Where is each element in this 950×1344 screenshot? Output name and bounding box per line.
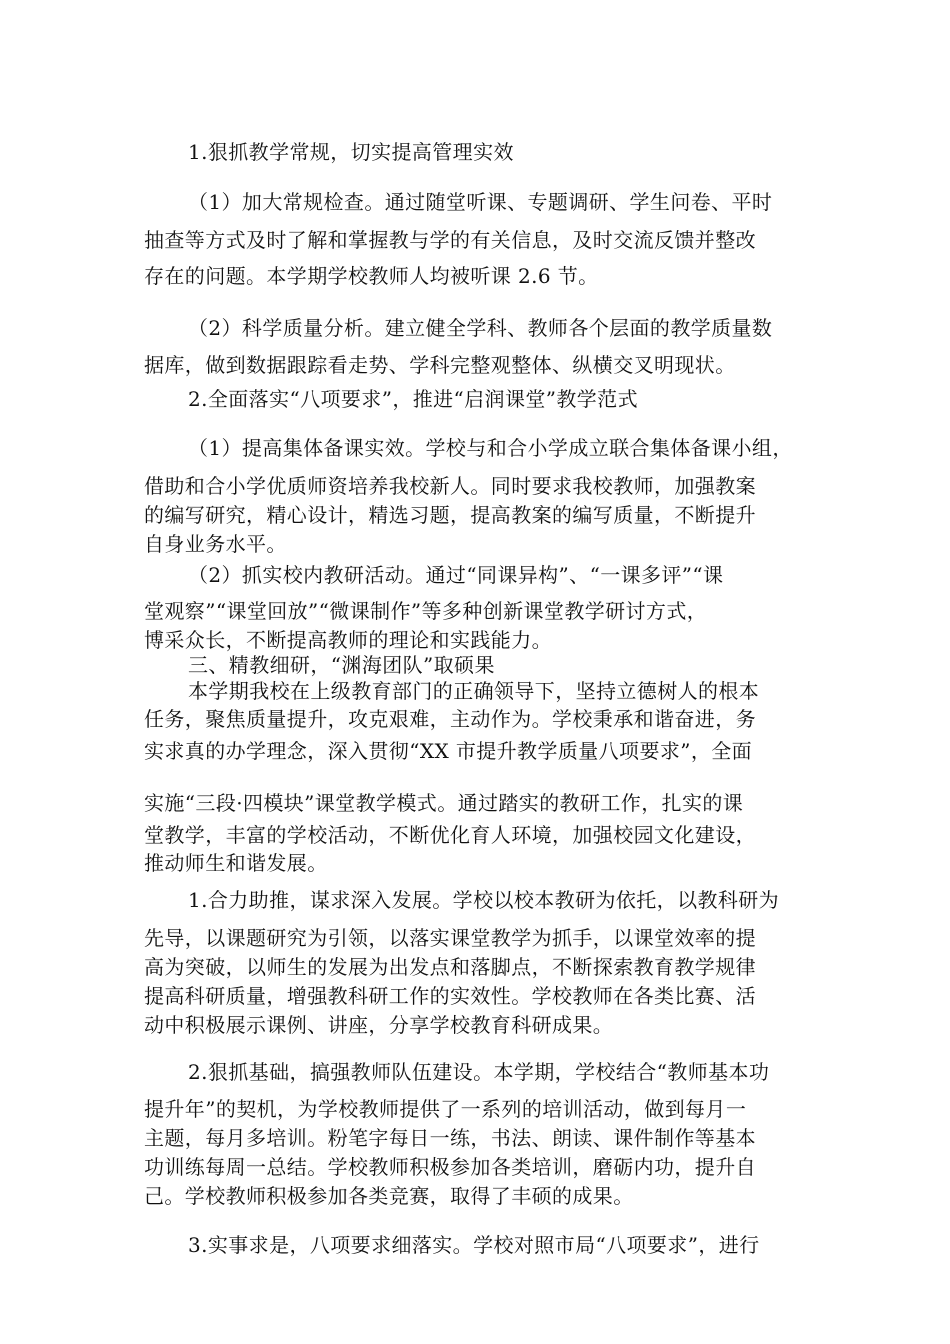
- text-line: 主题，每月多培训。粉笔字每日一练，书法、朗读、课件制作等基本: [144, 1126, 756, 1150]
- text-line: （2）抓实校内教研活动。通过“同课异构”、“一课多评”“课: [188, 563, 724, 587]
- text-line: 的编写研究，精心设计，精选习题，提高教案的编写质量，不断提升: [144, 503, 756, 527]
- text-line: 己。学校教师积极参加各类竞赛，取得了丰硕的成果。: [144, 1184, 634, 1208]
- text-line: 先导，以课题研究为引领，以落实课堂教学为抓手，以课堂效率的提: [144, 926, 756, 950]
- text-line: 实求真的办学理念，深入贯彻“XX 市提升教学质量八项要求”，全面: [144, 739, 753, 763]
- text-line: 任务，聚焦质量提升，攻克艰难，主动作为。学校秉承和谐奋进，务: [144, 707, 756, 731]
- text-line: 提高科研质量，增强教科研工作的实效性。学校教师在各类比赛、活: [144, 984, 756, 1008]
- text-line: 据库，做到数据跟踪看走势、学科完整观整体、纵横交叉明现状。: [144, 353, 736, 377]
- text-line: 3.实事求是，八项要求细落实。学校对照市局“八项要求”，进行: [188, 1233, 760, 1257]
- text-line: 推动师生和谐发展。: [144, 851, 328, 875]
- text-line: 借助和合小学优质师资培养我校新人。同时要求我校教师，加强教案: [144, 474, 756, 498]
- text-line: 抽查等方式及时了解和掌握教与学的有关信息，及时交流反馈并整改: [144, 228, 756, 252]
- text-line: （1）加大常规检查。通过随堂听课、专题调研、学生问卷、平时: [188, 190, 773, 214]
- text-line: 堂观察”“课堂回放”“微课制作”等多种创新课堂教学研讨方式，: [144, 599, 708, 623]
- text-line: 自身业务水平。: [144, 532, 287, 556]
- text-line: 存在的问题。本学期学校教师人均被听课 2.6 节。: [144, 264, 599, 288]
- text-line: 博采众长，不断提高教师的理论和实践能力。: [144, 628, 552, 652]
- text-line: 提升年”的契机，为学校教师提供了一系列的培训活动，做到每月一: [144, 1097, 747, 1121]
- text-line: 本学期我校在上级教育部门的正确领导下，坚持立德树人的根本: [188, 679, 760, 703]
- text-line: 动中积极展示课例、讲座，分享学校教育科研成果。: [144, 1013, 614, 1037]
- section-heading: 三、精教细研，“渊海团队”取硕果: [188, 653, 495, 677]
- text-line: 功训练每周一总结。学校教师积极参加各类培训，磨砺内功，提升自: [144, 1155, 756, 1179]
- text-line: 高为突破，以师生的发展为出发点和落脚点，不断探索教育教学规律: [144, 955, 756, 979]
- text-line: 1.合力助推，谋求深入发展。学校以校本教研为依托，以教科研为: [188, 888, 780, 912]
- text-line: 2.全面落实“八项要求”，推进“启润课堂”教学范式: [188, 387, 638, 411]
- text-line: 堂教学，丰富的学校活动，不断优化育人环境，加强校园文化建设，: [144, 823, 756, 847]
- text-line: （1）提高集体备课实效。学校与和合小学成立联合集体备课小组，: [188, 436, 793, 460]
- text-line: 实施“三段·四模块”课堂教学模式。通过踏实的教研工作，扎实的课: [144, 791, 744, 815]
- text-line: 1.狠抓教学常规，切实提高管理实效: [188, 140, 514, 164]
- text-line: （2）科学质量分析。建立健全学科、教师各个层面的教学质量数: [188, 316, 773, 340]
- text-line: 2.狠抓基础，搞强教师队伍建设。本学期，学校结合“教师基本功: [188, 1060, 770, 1084]
